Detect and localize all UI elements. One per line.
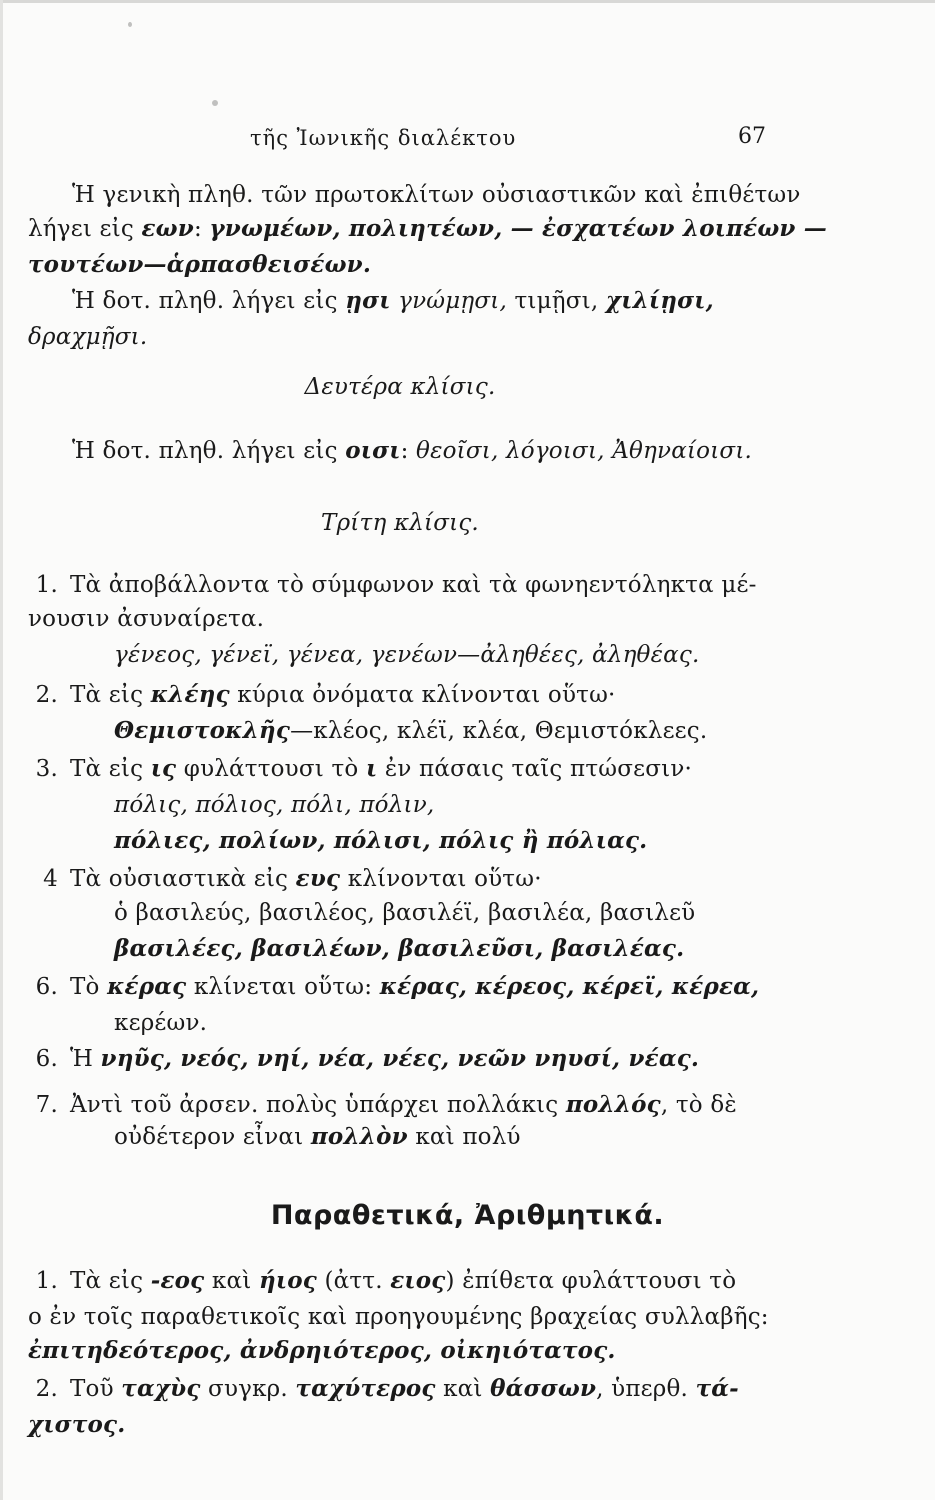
text-line: βασιλέες, βασιλέων, βασιλεῦσι, βασιλέας. — [114, 935, 685, 962]
ink-speck — [212, 100, 218, 106]
text-line: λήγει εἰς εων: γνωμέων, πολιητέων, — ἐσχατέων λοιπέων — — [28, 215, 827, 242]
text-line: ο ἐν τοῖς παραθετικοῖς καὶ προηγουμένης βραχείας συλλαβῆς: — [28, 1304, 769, 1330]
page-edge-top — [0, 0, 935, 3]
page-edge-left — [0, 0, 3, 1500]
list-item: 1. Τὰ ἀποβάλλοντα τὸ σύμφωνον καὶ τὰ φωνηεντόληκτα μέ- — [35, 572, 757, 598]
ink-speck — [128, 22, 132, 27]
text-line: πόλιες, πολίων, πόλισι, πόλις ἢ πόλιας. — [114, 827, 648, 854]
list-item: 4 Τὰ οὐσιαστικὰ εἰς ευς κλίνονται οὕτω· — [43, 865, 542, 892]
text-line: χιστος. — [28, 1411, 126, 1438]
text-line: Ἡ δοτ. πληθ. λήγει εἰς οισι: θεοῖσι, λόγοισι, Ἀθηναίοισι. — [72, 437, 753, 464]
list-item: 6. Τὸ κέρας κλίνεται οὕτω: κέρας, κέρεος, κέρεϊ, κέρεα, — [35, 973, 760, 1000]
text-line: Ἡ δοτ. πληθ. λήγει εἰς ῃσι γνώμῃσι, τιμῇσι, χιλίῃσι, — [72, 287, 714, 314]
list-item: 2. Τὰ εἰς κλέης κύρια ὀνόματα κλίνονται οὕτω· — [35, 681, 616, 708]
text-line: δραχμῇσι. — [28, 324, 148, 350]
text-line: νουσιν ἀσυναίρετα. — [28, 606, 265, 632]
running-title: τῆς Ἰωνικῆς διαλέκτου — [250, 126, 517, 150]
text-line: Θεμιστοκλῆς—κλέος, κλέϊ, κλέα, Θεμιστόκλεες. — [114, 717, 708, 744]
text-line: ἐπιτηδεότερος, ἀνδρηιότερος, οἰκηιότατος. — [28, 1337, 616, 1364]
list-item: 7. Ἀντὶ τοῦ ἀρσεν. πολὺς ὑπάρχει πολλάκις πολλός, τὸ δὲ — [35, 1091, 737, 1118]
list-item: 2. Τοῦ ταχὺς συγκρ. ταχύτερος καὶ θάσσων, ὑπερθ. τά- — [35, 1375, 739, 1402]
section-heading: Τρίτη κλίσις. — [321, 510, 479, 536]
text-line: ὁ βασιλεύς, βασιλέος, βασιλέϊ, βασιλέα, βασιλεῦ — [114, 900, 696, 926]
text-line: κερέων. — [114, 1010, 208, 1036]
text-line: γένεος, γένεϊ, γένεα, γενέων—ἀληθέες, ἀληθέας. — [114, 642, 700, 668]
section-title: Παραθετικά, Ἀριθμητικά. — [270, 1200, 665, 1231]
section-heading: Δευτέρα κλίσις. — [304, 374, 496, 400]
list-item: 6. Ἡ νηῦς, νεός, νηί, νέα, νέες, νεῶν νηυσί, νέας. — [35, 1045, 700, 1072]
text-line: οὐδέτερον εἶναι πολλὸν καὶ πολύ — [114, 1123, 521, 1150]
list-item: 1. Τὰ εἰς -εος καὶ ήιος (ἀττ. ειος) ἐπίθετα φυλάττουσι τὸ — [35, 1267, 737, 1294]
list-item: 3. Τὰ εἰς ις φυλάττουσι τὸ ι ἐν πάσαις ταῖς πτώσεσιν· — [35, 755, 693, 782]
page-number: 67 — [738, 124, 766, 149]
text-line: τουτέων—ἁρπασθεισέων. — [28, 251, 372, 278]
text-line: Ἡ γενικὴ πληθ. τῶν πρωτοκλίτων οὐσιαστικῶν καὶ ἐπιθέτων — [72, 182, 801, 208]
text-line: πόλις, πόλιος, πόλι, πόλιν, — [114, 792, 435, 818]
